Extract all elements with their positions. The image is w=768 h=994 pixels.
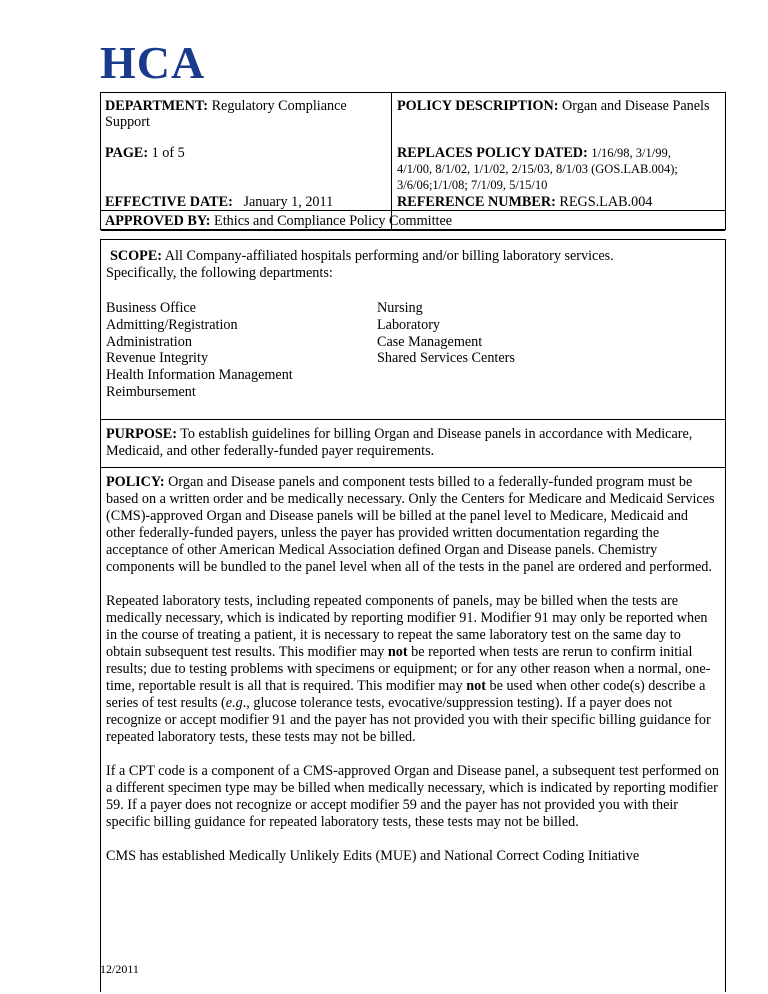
- divider-scope-purpose: [101, 419, 725, 420]
- department-item: Admitting/Registration: [106, 316, 238, 333]
- department-item: Case Management: [377, 333, 483, 350]
- policy-description-label: POLICY DESCRIPTION:: [397, 98, 559, 114]
- department-item: Laboratory: [377, 316, 441, 333]
- approved-by-cell: [105, 213, 452, 229]
- department-item: Revenue Integrity: [106, 350, 209, 367]
- scope-section: [106, 248, 719, 282]
- approved-by-label: APPROVED BY:: [105, 213, 211, 229]
- page-label: PAGE:: [105, 145, 149, 161]
- replaces-value-3: 3/6/06;1/1/08; 7/1/09, 5/15/10: [397, 178, 548, 192]
- header-divider-vertical: [391, 93, 392, 210]
- purpose-section: [106, 426, 719, 460]
- approved-by-value: Ethics and Compliance Policy Committee: [214, 213, 453, 229]
- effective-date-cell: [105, 194, 333, 210]
- replaces-label: REPLACES POLICY DATED:: [397, 145, 588, 161]
- scope-label: SCOPE:: [110, 248, 163, 264]
- department-item: Nursing: [377, 300, 423, 316]
- reference-number-label: REFERENCE NUMBER:: [397, 194, 556, 210]
- header-divider-approved: [101, 230, 725, 231]
- policy-header-table: [100, 92, 726, 230]
- reference-number-cell: [397, 194, 652, 210]
- department-cell: [105, 98, 387, 130]
- policy-paragraph-1: POLICY: Organ and Disease panels and component tests billed to a federally-funded program must be based on a written order and be medically necessary. Only the Centers for Medicare and Medicaid Services (CMS)-approved Organ and Disease panels will be billed at the panel level to Medicare, Medicaid and other federally-funded payers, unless the payer has provided written documentation regarding the acceptance of other American Medical Association defined Organ and Disease panels. Chemistry components will be bundled to the panel level when all of the tests in the panel are ordered and performed.: [106, 474, 715, 575]
- replaces-value-2: 4/1/00, 8/1/02, 1/1/02, 2/15/03, 8/1/03 (GOS.LAB.004);: [397, 162, 678, 176]
- department-item: Business Office: [106, 300, 196, 316]
- replaces-cell: [397, 145, 722, 193]
- policy-label: POLICY:: [106, 474, 165, 490]
- department-item: Health Information Management: [106, 367, 293, 384]
- policy-paragraph-3: If a CPT code is a component of a CMS-approved Organ and Disease panel, a subsequent test performed on a different specimen type may be billed when medically necessary, which is indicated by reporting modifier 59. If a payer does not recognize or accept modifier 59 and the payer has not provided you with their specific billing guidance for repeated laboratory tests, these tests may not be billed.: [106, 763, 719, 830]
- footer-date: 12/2011: [100, 962, 139, 976]
- hca-logo: HCA: [100, 37, 206, 88]
- left-department-list: [106, 300, 293, 401]
- department-value: Regulatory Compliance Support: [105, 98, 347, 130]
- effective-date-value: January 1, 2011: [243, 194, 334, 210]
- reference-number-value: REGS.LAB.004: [559, 194, 653, 210]
- replaces-value-1: 1/16/98, 3/1/99,: [591, 146, 671, 160]
- purpose-label: PURPOSE:: [106, 426, 177, 442]
- policy-paragraph-2: Repeated laboratory tests, including repeated components of panels, may be billed when the tests are medically necessary, which is indicated by reporting modifier 91. Modifier 91 may only be reported when in the course of treating a patient, it is necessary to repeat the same laboratory test on the same day to obtain subsequent test results. This modifier may not be reported when tests are rerun to confirm initial results; due to testing problems with specimens or equipment; or for any other reason when a normal, one-time, reportable result is all that is required. This modifier may not be used when other code(s) describe a series of test results (e.g., glucose tolerance tests, evocative/suppression testing). If a payer does not recognize or accept modifier 91 and the payer has not provided you with their specific billing guidance for repeated laboratory tests, these tests may not be billed.: [106, 593, 711, 745]
- department-item: Shared Services Centers: [377, 350, 515, 367]
- department-item: Reimbursement: [106, 383, 196, 400]
- policy-paragraph-4: CMS has established Medically Unlikely Edits (MUE) and National Correct Coding Initiative: [106, 848, 640, 864]
- policy-body: [100, 239, 726, 992]
- effective-date-label: EFFECTIVE DATE:: [105, 194, 233, 210]
- scope-text: All Company-affiliated hospitals performing and/or billing laboratory services.: [164, 248, 614, 264]
- policy-description-cell: [397, 98, 717, 114]
- page-cell: [105, 145, 185, 161]
- department-item: Administration: [106, 333, 192, 350]
- purpose-text: To establish guidelines for billing Organ and Disease panels in accordance with Medicare, Medicaid, and other federally-funded payer requirements.: [106, 426, 693, 459]
- page-value: 1 of 5: [151, 145, 185, 161]
- policy-section: [106, 474, 719, 865]
- policy-description-value: Organ and Disease Panels: [562, 98, 710, 114]
- divider-purpose-policy: [101, 467, 725, 468]
- header-divider-effective: [101, 210, 725, 211]
- scope-text-2: Specifically, the following departments:: [106, 265, 333, 281]
- department-label: DEPARTMENT:: [105, 98, 209, 114]
- right-department-list: [377, 300, 515, 367]
